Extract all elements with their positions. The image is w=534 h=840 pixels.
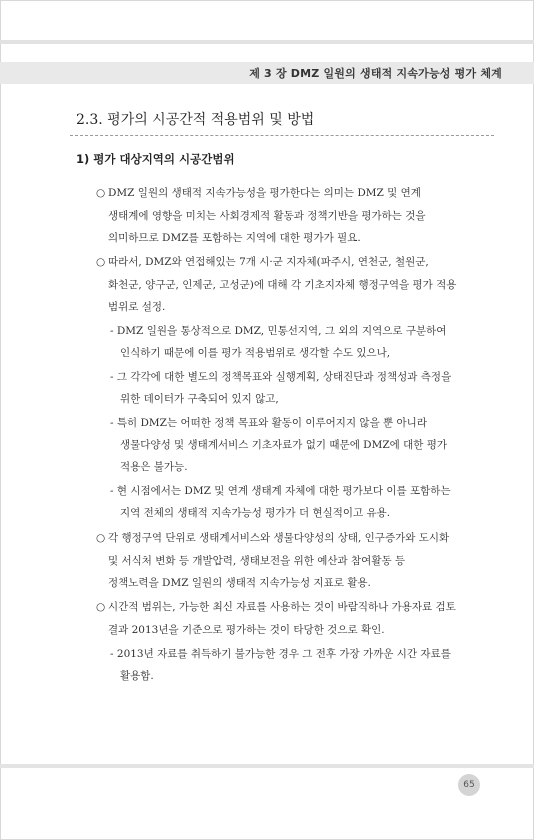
dash-item-line: - 특히 DMZ는 어떠한 정책 목표와 활동이 이루어지지 않을 뿐 아니라 <box>110 417 427 429</box>
dash-item-line: - 그 각각에 대한 별도의 정책목표와 실행계획, 상태진단과 정책성과 측정을 <box>110 371 452 383</box>
paragraph-line: ○ DMZ 일원의 생태적 지속가능성을 평가한다는 의미는 DMZ 및 연계 <box>96 187 421 199</box>
circle-bullet-icon: ○ <box>96 532 106 544</box>
dash-item-line: 인식하기 때문에 이를 평가 적용범위로 생각할 수도 있으나, <box>120 347 391 359</box>
dash-item-line: 위한 데이터가 구축되어 있지 않고, <box>120 393 279 405</box>
dash-item-line: - 현 시점에서는 DMZ 및 연계 생태계 자체에 대한 평가보다 이를 포함하는 <box>110 485 451 497</box>
dash-item-line: 활용함. <box>120 670 154 682</box>
page-number-badge: 65 <box>458 774 480 796</box>
dash-item-line: 지역 전체의 생태적 지속가능성 평가가 더 현실적이고 유용. <box>120 507 391 519</box>
paragraph-line: 생태계에 영향을 미치는 사회경제적 활동과 정책기반을 평가하는 것을 <box>108 210 426 222</box>
paragraph-line: ○ 각 행정구역 단위로 생태계서비스와 생물다양성의 상태, 인구증가와 도시화 <box>96 532 450 544</box>
dash-item-line: 생물다양성 및 생태계서비스 기초자료가 없기 때문에 DMZ에 대한 평가 <box>120 439 448 451</box>
section-divider <box>70 135 494 136</box>
paragraph-line: 의미하므로 DMZ를 포함하는 지역에 대한 평가가 필요. <box>108 232 361 244</box>
circle-bullet-icon: ○ <box>96 256 106 268</box>
footer-rule <box>0 764 534 768</box>
paragraph-line: 정책노력을 DMZ 일원의 생태적 지속가능성 지표로 활용. <box>108 577 371 589</box>
subsection-title: 1) 평가 대상지역의 시공간범위 <box>76 152 235 166</box>
paragraph-line: 범위로 설정. <box>108 301 166 313</box>
paragraph-line: 화천군, 양구군, 인제군, 고성군)에 대해 각 기초지자체 행정구역을 평가 적용 <box>108 279 457 291</box>
circle-bullet-icon: ○ <box>96 601 106 613</box>
section-title: 2.3. 평가의 시공간적 적용범위 및 방법 <box>76 112 315 128</box>
paragraph-line: ○ 따라서, DMZ와 연접해있는 7개 시·군 지자체(파주시, 연천군, 철원군, <box>96 256 429 268</box>
paragraph-line: 결과 2013년을 기준으로 평가하는 것이 타당한 것으로 확인. <box>108 624 385 636</box>
paragraph-line: ○ 시간적 범위는, 가능한 최신 자료를 사용하는 것이 바람직하나 가용자료 검토 <box>96 601 456 613</box>
dash-item-line: - 2013년 자료를 취득하기 불가능한 경우 그 전후 가장 가까운 시간 자료를 <box>110 648 451 660</box>
top-rule <box>0 40 534 44</box>
paragraph-line: 및 서식처 변화 등 개발압력, 생태보전을 위한 예산과 참여활동 등 <box>108 555 406 567</box>
dash-item-line: 적용은 불가능. <box>120 461 188 473</box>
chapter-header-title: 제 3 장 DMZ 일원의 생태적 지속가능성 평가 체계 <box>249 67 502 80</box>
dash-item-line: - DMZ 일원을 통상적으로 DMZ, 민통선지역, 그 외의 지역으로 구분하여 <box>110 325 447 337</box>
circle-bullet-icon: ○ <box>96 187 106 199</box>
